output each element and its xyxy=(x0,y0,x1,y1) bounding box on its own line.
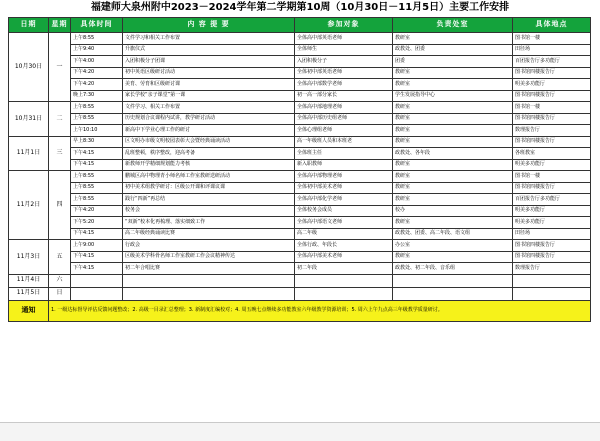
day-date[interactable]: 10月30日 xyxy=(9,33,49,102)
cell-location[interactable]: 图书馆四楼报告厅 xyxy=(513,251,591,263)
cell-location[interactable]: 明美多功能厅 xyxy=(513,217,591,229)
day-date[interactable]: 11月1日 xyxy=(9,136,49,171)
table-row xyxy=(9,148,591,160)
day-weekday[interactable]: 二 xyxy=(49,102,71,137)
cell-time[interactable]: 下午4:00 xyxy=(71,56,123,68)
empty-cell[interactable] xyxy=(71,287,123,300)
cell-content[interactable]: 文件学习、相关工作布置 xyxy=(123,102,295,114)
cell-location[interactable]: 田径场 xyxy=(513,44,591,56)
cell-location[interactable]: 图书馆四楼报告厅 xyxy=(513,182,591,194)
empty-cell[interactable] xyxy=(393,274,513,287)
cell-participants[interactable]: 初二年段 xyxy=(295,263,393,275)
cell-dept[interactable]: 教研室 xyxy=(393,67,513,79)
cell-location[interactable]: 明美多功能厅 xyxy=(513,159,591,171)
cell-time[interactable]: 上午8:55 xyxy=(71,113,123,125)
cell-participants[interactable]: 全体高中部化学老师 xyxy=(295,194,393,206)
schedule-body xyxy=(9,33,591,322)
cell-dept[interactable]: 教研室 xyxy=(393,217,513,229)
cell-content[interactable]: 区文明办市级文明校园表彰大会暨经典诵读活动 xyxy=(123,136,295,148)
cell-dept[interactable]: 教研室 xyxy=(393,125,513,137)
cell-participants[interactable]: 全体高中部历史组老师 xyxy=(295,113,393,125)
cell-location[interactable]: 数理报告厅 xyxy=(513,263,591,275)
table-row xyxy=(9,205,591,217)
cell-location[interactable]: 图书馆一楼 xyxy=(513,33,591,45)
cell-participants[interactable]: 入团积极分子 xyxy=(295,56,393,68)
cell-participants[interactable]: 全体高中部语文老师 xyxy=(295,217,393,229)
cell-participants[interactable]: 全体班主任 xyxy=(295,148,393,160)
cell-location[interactable]: 各班教室 xyxy=(513,148,591,160)
cell-location[interactable]: 百团报告厅多功能厅 xyxy=(513,194,591,206)
header-week: 星期 xyxy=(49,18,71,33)
cell-time[interactable]: 上午8:55 xyxy=(71,171,123,183)
cell-participants[interactable]: 新入职教师 xyxy=(295,159,393,171)
schedule-title: 福建师大泉州附中2023－2024学年第二学期第10周（10月30日－11月5日）主要工作安排 xyxy=(90,2,510,13)
notice-label[interactable]: 通知 xyxy=(9,300,49,321)
table-row xyxy=(9,217,591,229)
cell-content[interactable]: 新教师开学精细规划能力考核 xyxy=(123,159,295,171)
cell-time[interactable]: 早上8:30 xyxy=(71,136,123,148)
cell-location[interactable]: 田径场 xyxy=(513,228,591,240)
empty-cell[interactable] xyxy=(71,274,123,287)
cell-content[interactable]: 美育、劳育和区级研讨课 xyxy=(123,79,295,91)
header-participants: 参加对象 xyxy=(295,18,393,33)
cell-participants[interactable]: 全体初中部英语老师 xyxy=(295,67,393,79)
cell-content[interactable]: 入团积极分子团课 xyxy=(123,56,295,68)
cell-participants[interactable]: 高一年级班人员和本班老 xyxy=(295,136,393,148)
cell-content[interactable]: 新高中下学业心理工作的研讨 xyxy=(123,125,295,137)
cell-participants[interactable]: 全体高中部美术老师 xyxy=(295,251,393,263)
cell-time[interactable]: 下午4:15 xyxy=(71,263,123,275)
table-row xyxy=(9,125,591,137)
empty-cell[interactable] xyxy=(295,274,393,287)
table-row xyxy=(9,67,591,79)
cell-location[interactable]: 明美多功能厅 xyxy=(513,205,591,217)
empty-cell[interactable] xyxy=(123,274,295,287)
cell-dept[interactable]: 团委 xyxy=(393,56,513,68)
cell-content[interactable]: 历史规划合议课程内试讲，教学研讨活动 xyxy=(123,113,295,125)
table-row xyxy=(9,182,591,194)
cell-participants[interactable]: 高二年级 xyxy=(295,228,393,240)
day-weekday[interactable]: 五 xyxy=(49,240,71,275)
cell-participants[interactable]: 全体高中部物理老师 xyxy=(295,171,393,183)
cell-dept[interactable]: 校办 xyxy=(393,205,513,217)
day-date[interactable]: 10月31日 xyxy=(9,102,49,137)
cell-location[interactable]: 图书馆四楼报告厅 xyxy=(513,67,591,79)
header-row xyxy=(9,18,591,33)
cell-content[interactable]: 高二年级经典诵读比赛 xyxy=(123,228,295,240)
header-date: 日期 xyxy=(9,18,49,33)
cell-time[interactable]: 下午4:15 xyxy=(71,148,123,160)
cell-time[interactable]: 下午4:20 xyxy=(71,67,123,79)
empty-cell[interactable] xyxy=(393,287,513,300)
table-row xyxy=(9,44,591,56)
table-row xyxy=(9,263,591,275)
cell-location[interactable]: 图书馆四楼报告厅 xyxy=(513,113,591,125)
notice-text[interactable]: 1. 一级达标督导评估反馈问题整改；2. 高级一目录汇总整理；3. 新制度汇编校对；4. 周五晚七点继续多功能教室六年级教学资源培训；5. 周六上午九点高三年级教学质量研讨。 xyxy=(49,300,591,321)
cell-location[interactable]: 图书馆四楼报告厅 xyxy=(513,90,591,102)
cell-participants[interactable]: 全体高中部地理老师 xyxy=(295,102,393,114)
cell-dept[interactable]: 办公室 xyxy=(393,240,513,252)
table-row xyxy=(9,102,591,114)
cell-participants[interactable]: 全体心理组老师 xyxy=(295,125,393,137)
header-dept: 负责处室 xyxy=(393,18,513,33)
day-date[interactable]: 11月5日 xyxy=(9,287,49,300)
table-row xyxy=(9,194,591,206)
cell-dept[interactable]: 教研室 xyxy=(393,171,513,183)
cell-participants[interactable]: 全体初中部美术老师 xyxy=(295,182,393,194)
cell-content[interactable]: 文件学习和相关工作布置 xyxy=(123,33,295,45)
table-row xyxy=(9,287,591,300)
header-content: 内 容 提 要 xyxy=(123,18,295,33)
table-row xyxy=(9,240,591,252)
cell-content[interactable]: 行政会 xyxy=(123,240,295,252)
cell-content[interactable]: 初中美术组教学研讨：区级公开课和评课议课 xyxy=(123,182,295,194)
cell-dept[interactable]: 教研室 xyxy=(393,136,513,148)
cell-time[interactable]: 上午9:40 xyxy=(71,44,123,56)
day-date[interactable]: 11月3日 xyxy=(9,240,49,275)
day-weekday[interactable]: 三 xyxy=(49,136,71,171)
cell-dept[interactable]: 教研室 xyxy=(393,159,513,171)
cell-dept[interactable]: 政教处、团委、高二年段、语文组 xyxy=(393,228,513,240)
cell-content[interactable]: 践行“四新”再总结 xyxy=(123,194,295,206)
cell-time[interactable]: 下午5:20 xyxy=(71,217,123,229)
cell-content[interactable]: 初中英语区级研讨活动 xyxy=(123,67,295,79)
cell-time[interactable]: 下午4:15 xyxy=(71,228,123,240)
cell-dept[interactable]: 政教处、团委 xyxy=(393,44,513,56)
cell-content[interactable]: 升旗仪式 xyxy=(123,44,295,56)
cell-content[interactable]: 家长学校“亲子课堂”第一课 xyxy=(123,90,295,102)
table-row xyxy=(9,33,591,45)
day-weekday[interactable]: 六 xyxy=(49,274,71,287)
table-row xyxy=(9,113,591,125)
table-row xyxy=(9,159,591,171)
cell-content[interactable]: 乱班整顿，秩序整改，迎高考备 xyxy=(123,148,295,160)
day-weekday[interactable]: 日 xyxy=(49,287,71,300)
cell-dept[interactable]: 教研室 xyxy=(393,194,513,206)
notice-row xyxy=(9,300,591,321)
table-row xyxy=(9,79,591,91)
cell-location[interactable]: 图书馆四楼报告厅 xyxy=(513,240,591,252)
day-date[interactable]: 11月4日 xyxy=(9,274,49,287)
cell-time[interactable]: 上午8:55 xyxy=(71,182,123,194)
empty-cell[interactable] xyxy=(295,287,393,300)
cell-location[interactable]: 图书馆一楼 xyxy=(513,102,591,114)
header-location: 具体地点 xyxy=(513,18,591,33)
cell-dept[interactable]: 教研室 xyxy=(393,182,513,194)
cell-location[interactable]: 图书馆四楼报告厅 xyxy=(513,136,591,148)
empty-cell[interactable] xyxy=(123,287,295,300)
cell-time[interactable]: 上午8:55 xyxy=(71,102,123,114)
cell-content[interactable]: 初二年合唱比赛 xyxy=(123,263,295,275)
cell-participants[interactable]: 全体高中部数学老师 xyxy=(295,79,393,91)
header-time: 具体时间 xyxy=(71,18,123,33)
cell-participants[interactable]: 全体高中部英语老师 xyxy=(295,33,393,45)
cell-dept[interactable]: 教研室 xyxy=(393,113,513,125)
cell-dept[interactable]: 政教处、初二年段、音乐组 xyxy=(393,263,513,275)
table-row xyxy=(9,56,591,68)
table-row xyxy=(9,90,591,102)
cell-content[interactable]: 校务会 xyxy=(123,205,295,217)
cell-location[interactable]: 明美多功能厅 xyxy=(513,79,591,91)
cell-dept[interactable]: 教研室 xyxy=(393,33,513,45)
table-row xyxy=(9,251,591,263)
cell-time[interactable]: 下午4:20 xyxy=(71,205,123,217)
cell-time[interactable]: 下午4:15 xyxy=(71,159,123,171)
cell-time[interactable]: 上午8:55 xyxy=(71,194,123,206)
cell-time[interactable]: 上午10:10 xyxy=(71,125,123,137)
cell-content[interactable]: 鹏城区高中物理青小师名师工作室教研送研活动 xyxy=(123,171,295,183)
table-row xyxy=(9,136,591,148)
schedule-table xyxy=(8,17,591,322)
cell-location[interactable]: 图书馆一楼 xyxy=(513,171,591,183)
cell-participants[interactable]: 全体行政、年段长 xyxy=(295,240,393,252)
cell-content[interactable]: “双新”校本化再梳理、落实细致工作 xyxy=(123,217,295,229)
cell-dept[interactable]: 教研室 xyxy=(393,79,513,91)
empty-cell[interactable] xyxy=(513,287,591,300)
cell-time[interactable]: 下午4:15 xyxy=(71,251,123,263)
table-row xyxy=(9,274,591,287)
day-weekday[interactable]: 一 xyxy=(49,33,71,102)
cell-dept[interactable]: 教研室 xyxy=(393,251,513,263)
sheet-bottom-area xyxy=(0,422,600,441)
cell-dept[interactable]: 教研室 xyxy=(393,102,513,114)
day-weekday[interactable]: 四 xyxy=(49,171,71,240)
day-date[interactable]: 11月2日 xyxy=(9,171,49,240)
cell-dept[interactable]: 政教处、各年段 xyxy=(393,148,513,160)
cell-time[interactable]: 上午9:00 xyxy=(71,240,123,252)
cell-participants[interactable]: 全体校务会成员 xyxy=(295,205,393,217)
empty-cell[interactable] xyxy=(513,274,591,287)
cell-participants[interactable]: 全体师生 xyxy=(295,44,393,56)
cell-time[interactable]: 下午4:20 xyxy=(71,79,123,91)
cell-time[interactable]: 晚上7:30 xyxy=(71,90,123,102)
cell-dept[interactable]: 学生发展指导中心 xyxy=(393,90,513,102)
cell-content[interactable]: 区级美术学科骨名师工作室教研工作会议精神传达 xyxy=(123,251,295,263)
table-row xyxy=(9,228,591,240)
table-row xyxy=(9,171,591,183)
cell-location[interactable]: 数理报告厅 xyxy=(513,125,591,137)
cell-time[interactable]: 上午8:55 xyxy=(71,33,123,45)
cell-participants[interactable]: 初一高一部分家长 xyxy=(295,90,393,102)
cell-location[interactable]: 百团报告厅多功能厅 xyxy=(513,56,591,68)
